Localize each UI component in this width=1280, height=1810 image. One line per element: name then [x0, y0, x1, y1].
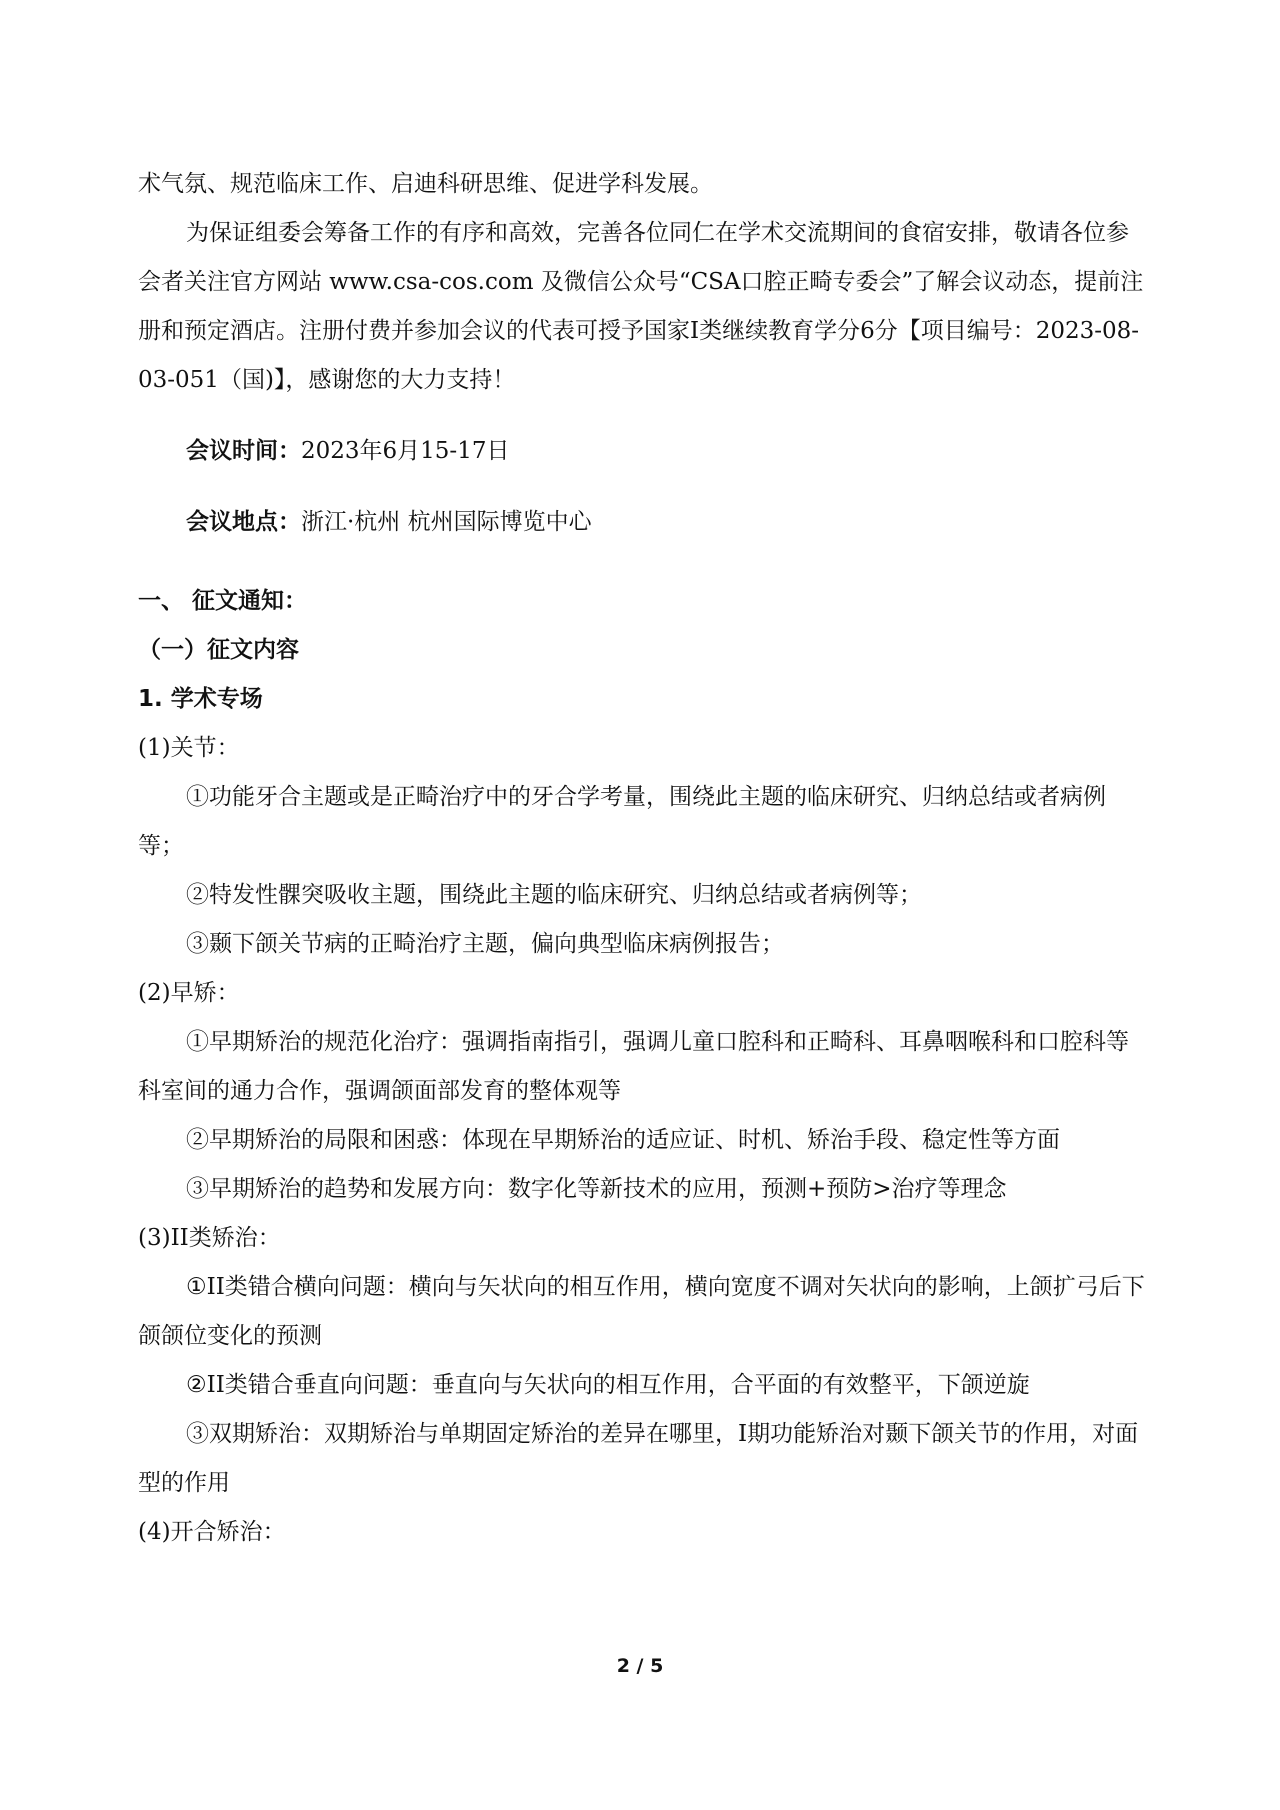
topic-item: ③颞下颌关节病的正畸治疗主题，偏向典型临床病例报告；	[186, 931, 784, 957]
meeting-time-label: 会议时间：	[186, 438, 301, 464]
intro-continuation: 术气氛、规范临床工作、启迪科研思维、促进学科发展。	[138, 171, 713, 197]
section-title: 一、 征文通知：	[138, 588, 308, 614]
topic-item: ③早期矫治的趋势和发展方向：数字化等新技术的应用，预测+预防>治疗等理念	[186, 1176, 1007, 1202]
topic-title: (3)II类矫治：	[138, 1225, 281, 1251]
topic-item: ①II类错合横向问题：横向与矢状向的相互作用，横向宽度不调对矢状向的影响，上颌扩弓后下颌颌位变化的预测	[138, 1274, 1145, 1349]
topic-item: ②特发性髁突吸收主题，围绕此主题的临床研究、归纳总结或者病例等；	[186, 882, 922, 908]
meeting-place-value: 浙江·杭州 杭州国际博览中心	[301, 509, 592, 535]
meeting-time-value: 2023年6月15-17日	[301, 438, 510, 464]
topic-item: ①早期矫治的规范化治疗：强调指南指引，强调儿童口腔科和正畸科、耳鼻咽喉科和口腔科等科室间的通力合作，强调颌面部发育的整体观等	[138, 1029, 1129, 1104]
meeting-place-label: 会议地点：	[186, 509, 301, 535]
topic-item: ②早期矫治的局限和困惑：体现在早期矫治的适应证、时机、矫治手段、稳定性等方面	[186, 1127, 1060, 1153]
topic-item: ③双期矫治：双期矫治与单期固定矫治的差异在哪里，I期功能矫治对颞下颌关节的作用，对面型的作用	[138, 1421, 1139, 1496]
topic-title: (4)开合矫治：	[138, 1519, 286, 1545]
meeting-place	[138, 498, 1148, 547]
topic-item: ②II类错合垂直向问题：垂直向与矢状向的相互作用，合平面的有效整平，下颌逆旋	[186, 1372, 1030, 1398]
topic-title: (2)早矫：	[138, 980, 240, 1006]
section-subtitle: （一）征文内容	[138, 637, 299, 663]
topic-item: ①功能牙合主题或是正畸治疗中的牙合学考量，围绕此主题的临床研究、归纳总结或者病例等；	[138, 784, 1106, 859]
topic-title: (1)关节：	[138, 735, 240, 761]
intro-paragraph: 为保证组委会筹备工作的有序和高效，完善各位同仁在学术交流期间的食宿安排，敬请各位参会者关注官方网站 www.csa-cos.com 及微信公众号“CSA口腔正畸专委会”了解会议动态，提前注册和预定酒店。注册付费并参加会议的代表可授予国家I类继续教育学分6分【项目编号：2023-08-03-051（国)】，感谢您的大力支持！	[138, 220, 1144, 393]
page-content	[138, 160, 1148, 1557]
section-heading: 1. 学术专场	[138, 686, 263, 712]
page-number: 2 / 5	[616, 1655, 664, 1677]
meeting-time	[138, 427, 1148, 476]
